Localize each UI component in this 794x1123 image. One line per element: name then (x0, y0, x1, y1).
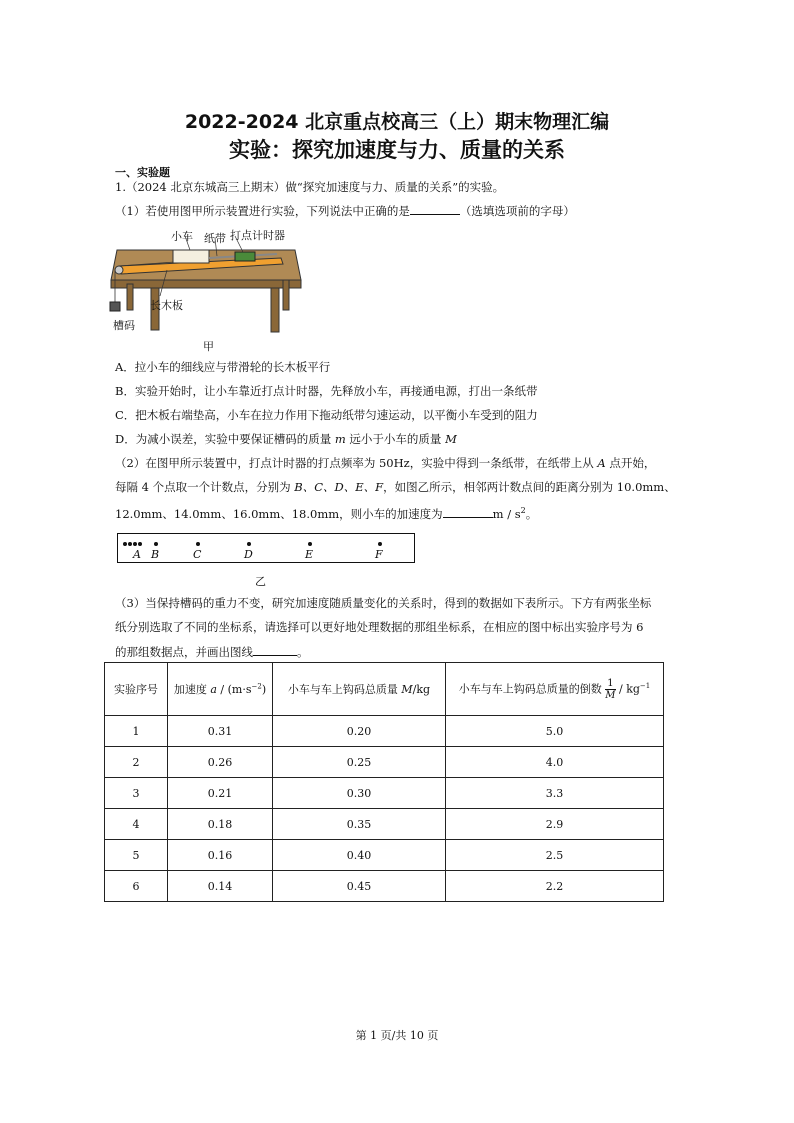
tape-dot (138, 542, 142, 546)
tape-dot (123, 542, 127, 546)
cell: 0.35 (273, 809, 446, 840)
answer-blank-2 (443, 506, 493, 518)
part2-line1: （2）在图甲所示装置中，打点计时器的打点频率为 50Hz，实验中得到一条纸带，在纸带上从 A 点开始， (115, 456, 656, 470)
part3-line3: 的那组数据点，并画出图线 。 (115, 645, 309, 659)
cell: 0.14 (168, 871, 273, 902)
part3-line2: 纸分别选取了不同的坐标系，请选择可以更好地处理数据的那组坐标系，在相应的图中标出实验序号为 6 (115, 620, 644, 634)
cell: 0.18 (168, 809, 273, 840)
tape-point-label: A (133, 548, 141, 561)
label-timer: 打点计时器 (230, 229, 285, 242)
tape-point-label: B (151, 548, 160, 561)
cell: 2.9 (446, 809, 664, 840)
table-row (105, 778, 664, 809)
option-d: D．为减小误差，实验中要保证槽码的质量 m 远小于小车的质量 M (115, 432, 457, 446)
cell: 0.20 (273, 716, 446, 747)
label-weight: 槽码 (113, 319, 135, 332)
label-board: 长木板 (150, 299, 183, 312)
cell: 0.30 (273, 778, 446, 809)
cell: 6 (105, 871, 168, 902)
cell: 4.0 (446, 747, 664, 778)
tape-dot (308, 542, 312, 546)
header-mass: 小车与车上钩码总质量 M/kg (273, 663, 446, 716)
table-row (105, 716, 664, 747)
figure-yi-caption: 乙 (255, 575, 266, 588)
tape-dot (196, 542, 200, 546)
data-table (104, 662, 664, 902)
figure-jia-caption: 甲 (203, 340, 214, 353)
label-tape: 纸带 (204, 232, 226, 245)
cell: 2.2 (446, 871, 664, 902)
answer-blank-3 (253, 644, 297, 656)
cell: 3 (105, 778, 168, 809)
part3-line1: （3）当保持槽码的重力不变，研究加速度随质量变化的关系时，得到的数据如下表所示。下方有两张坐标 (115, 596, 652, 610)
answer-blank-1 (410, 203, 460, 215)
cell: 5.0 (446, 716, 664, 747)
fraction-one-over-m: $\frac{1}{M}$ (605, 677, 616, 701)
header-inverse-mass: 小车与车上钩码总质量的倒数 $\frac{1}{M}$ / $kg^{-1}$ (446, 663, 664, 716)
paper-tape-figure (117, 533, 415, 563)
part2-line3: 12.0mm、14.0mm、16.0mm、18.0mm，则小车的加速度为 m / $s^2$。 (115, 506, 538, 521)
tape-dot (133, 542, 137, 546)
header-trial: 实验序号 (105, 663, 168, 716)
cell: 0.21 (168, 778, 273, 809)
cell: 3.3 (446, 778, 664, 809)
cell: 0.26 (168, 747, 273, 778)
header-acceleration: 加速度 $a / (m\cdot s^{-2})$ (168, 663, 273, 716)
cell: 0.45 (273, 871, 446, 902)
cell: 0.31 (168, 716, 273, 747)
option-c: C．把木板右端垫高，小车在拉力作用下拖动纸带匀速运动，以平衡小车受到的阻力 (115, 408, 538, 422)
tape-point-label: F (375, 548, 383, 561)
document-subtitle: 实验：探究加速度与力、质量的关系 (229, 138, 565, 162)
table-header-row (105, 663, 664, 716)
option-a: A．拉小车的细线应与带滑轮的长木板平行 (115, 360, 331, 374)
cell: 0.40 (273, 840, 446, 871)
cell: 0.16 (168, 840, 273, 871)
tape-dot (154, 542, 158, 546)
cell: 2.5 (446, 840, 664, 871)
tape-point-label: E (305, 548, 314, 561)
cell: 4 (105, 809, 168, 840)
part2-line2: 每隔 4 个点取一个计数点，分别为 B、C、D、E、F，如图乙所示，相邻两计数点间的距离分别为 10.0mm、 (115, 480, 676, 494)
tape-point-label: D (244, 548, 253, 561)
option-b: B．实验开始时，让小车靠近打点计时器，先释放小车，再接通电源，打出一条纸带 (115, 384, 538, 398)
table-row (105, 871, 664, 902)
section-heading: 一、实验题 (115, 166, 170, 179)
table-row (105, 809, 664, 840)
label-car: 小车 (171, 230, 193, 243)
table-row (105, 747, 664, 778)
cell: 0.25 (273, 747, 446, 778)
page-footer: 第 1 页/共 10 页 (355, 1029, 439, 1042)
cell: 2 (105, 747, 168, 778)
tape-dot (247, 542, 251, 546)
tape-dot (128, 542, 132, 546)
part1-prompt: （1）若使用图甲所示装置进行实验，下列说法中正确的是 （选填选项前的字母） (115, 204, 575, 218)
question-intro: 1.（2024 北京东城高三上期末）做“探究加速度与力、质量的关系”的实验。 (115, 180, 505, 194)
document-title: 2022-2024 北京重点校高三（上）期末物理汇编 (184, 111, 610, 133)
cell: 5 (105, 840, 168, 871)
tape-dot (378, 542, 382, 546)
tape-point-label: C (193, 548, 202, 561)
table-row (105, 840, 664, 871)
cell: 1 (105, 716, 168, 747)
